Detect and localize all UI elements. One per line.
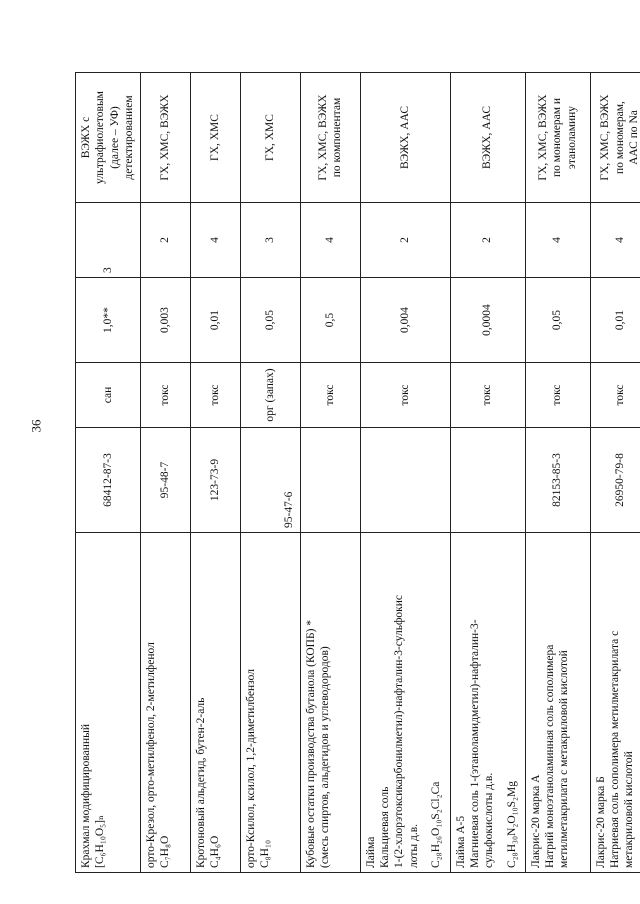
substance-name-cell: [300, 533, 360, 873]
substance-name-line: орто-Крезол, орто-метилфенол, 2-метилфенол: [144, 642, 157, 868]
norm-value-cell: 0,01: [590, 278, 640, 363]
cas-number-cell: 95-48-7: [140, 428, 190, 533]
rotated-table-container: [75, 73, 640, 873]
method-line: по мономерам и: [551, 97, 564, 178]
hazard-class-cell: 4: [190, 203, 240, 278]
substance-name-line: Крахмал модифицированный: [80, 724, 92, 868]
hazard-indicator-cell: токс: [590, 363, 640, 428]
page-number: 36: [28, 419, 44, 433]
table-row: [190, 73, 240, 873]
table-row: [590, 73, 640, 873]
method-line: ГХ, ХМС, ВЭЖХ: [536, 94, 549, 181]
norm-value-cell: 0,5: [300, 278, 360, 363]
analysis-method-cell: [190, 73, 240, 203]
method-line: по компонентам: [331, 97, 343, 178]
hazard-class-cell: 4: [590, 203, 640, 278]
method-line: ГХ, ХМС: [208, 114, 221, 161]
substance-name-line: Натриевая соль сополимера метилметакрилата с: [608, 630, 621, 868]
norm-value-cell: 0,0004: [450, 278, 525, 363]
chemical-formula: C₂₈H₂₆O₁₀S₂Cl₂Ca: [430, 781, 442, 868]
cas-number-cell: [300, 428, 360, 533]
substance-name-line: Кальциевая соль: [378, 786, 391, 868]
cas-number-cell: [360, 428, 450, 533]
analysis-method-cell: [525, 73, 590, 203]
table-row: [300, 73, 360, 873]
cas-number-cell: 123-73-9: [190, 428, 240, 533]
substance-name-line: сульфокислоты д.в.: [483, 772, 496, 868]
hazard-indicator-cell: сан: [76, 363, 141, 428]
norm-value-cell: 0,05: [525, 278, 590, 363]
substance-name-cell: [240, 533, 300, 873]
analysis-method-cell: [450, 73, 525, 203]
substance-name-line: лоты д.в.: [407, 824, 420, 868]
substance-name-cell: [360, 533, 450, 873]
table-row: [76, 73, 141, 873]
hazard-indicator-cell: токс: [525, 363, 590, 428]
method-line: ГХ, ХМС, ВЭЖХ: [158, 94, 171, 181]
hazard-class-cell: 4: [300, 203, 360, 278]
substance-name-line: 1-(2-хлорэтоксикарбонилметил)-нафталин-3-сульфокис: [393, 594, 406, 868]
substance-name-line: Лакрис-20 марка А: [529, 774, 542, 868]
table-row: [140, 73, 190, 873]
substance-name-cell: [590, 533, 640, 873]
analysis-method-cell: [76, 73, 141, 203]
analysis-method-cell: [300, 73, 360, 203]
analysis-method-cell: [240, 73, 300, 203]
chemical-formula: C₇H₈O: [158, 835, 171, 868]
hazard-indicator-cell: токс: [300, 363, 360, 428]
method-line: ГХ, ХМС, ВЭЖХ: [316, 94, 329, 181]
hazard-class-cell: 3: [76, 203, 141, 278]
method-line: этаноламину: [565, 105, 578, 170]
table-row: [525, 73, 590, 873]
substance-name-line: Натрий моноэтаноламинная соль сополимера: [543, 644, 556, 868]
analysis-method-cell: [140, 73, 190, 203]
hazard-indicator-cell: токс: [360, 363, 450, 428]
hazard-class-cell: 2: [450, 203, 525, 278]
method-line: ультрафиолетовым: [94, 91, 107, 184]
method-line: по мономерам,: [613, 101, 626, 174]
analysis-method-cell: [590, 73, 640, 203]
substance-name-line: Лайма: [364, 836, 377, 868]
substance-name-cell: [190, 533, 240, 873]
cas-number-cell: 26950-79-8: [590, 428, 640, 533]
substance-name-line: Лакрис-20 марка Б: [594, 776, 607, 868]
hazard-class-cell: 2: [140, 203, 190, 278]
chemical-formula: [C₆H₁₀O₅]ₙ: [94, 815, 107, 868]
chemical-formula: C₄H₆O: [208, 835, 221, 868]
norm-value-cell: 0,004: [360, 278, 450, 363]
substance-name-cell: [525, 533, 590, 873]
substance-name-line: метакриловой кислотой: [623, 751, 636, 868]
cas-number-cell: [450, 428, 525, 533]
hazard-indicator-cell: орг (запах): [240, 363, 300, 428]
hazard-indicator-cell: токс: [140, 363, 190, 428]
hazard-indicator-cell: токс: [190, 363, 240, 428]
substance-name-line: Кубовые остатки производства бутанола (КОПБ) *: [304, 619, 317, 868]
substance-name-line: Магниевая соль 1-(этаноламидметил)-нафталин-3-: [468, 619, 481, 868]
norm-value-cell: 1,0**: [76, 278, 141, 363]
cas-number-cell: 68412-87-3: [76, 428, 141, 533]
method-line: ААС по Na: [628, 110, 640, 165]
substances-table: [75, 72, 640, 873]
substance-name-line: (смесь спиртов, альдегидов и углеводородов): [318, 646, 331, 868]
method-line: (далее – УФ): [108, 106, 121, 169]
substance-name-cell: [450, 533, 525, 873]
table-row: [360, 73, 450, 873]
substance-name-cell: [140, 533, 190, 873]
hazard-class-cell: 3: [240, 203, 300, 278]
norm-value-cell: 0,05: [240, 278, 300, 363]
cas-number-cell: 82153-85-3: [525, 428, 590, 533]
method-line: ВЭЖХ с: [80, 116, 92, 159]
method-line: ГХ, ХМС: [263, 114, 276, 161]
cas-number-cell: 95-47-6: [240, 428, 300, 533]
norm-value-cell: 0,003: [140, 278, 190, 363]
norm-value-cell: 0,01: [190, 278, 240, 363]
substance-name-cell: [76, 533, 141, 873]
substance-name-line: Лайма А-5: [454, 815, 467, 868]
analysis-method-cell: [360, 73, 450, 203]
hazard-indicator-cell: токс: [450, 363, 525, 428]
hazard-class-cell: 2: [360, 203, 450, 278]
method-line: ВЭЖХ, ААС: [481, 105, 494, 170]
method-line: ВЭЖХ, ААС: [398, 105, 411, 170]
substance-name-line: Кротоновый альдегид, бутен-2-аль: [194, 697, 207, 868]
method-line: ГХ, ХМС, ВЭЖХ: [599, 94, 612, 181]
hazard-class-cell: 4: [525, 203, 590, 278]
table-row: [450, 73, 525, 873]
chemical-formula: C₂₈H₃₀N₂O₁₀S₂Mg: [505, 780, 518, 868]
method-line: детектированием: [123, 95, 136, 180]
chemical-formula: C₈H₁₀: [258, 839, 271, 868]
substance-name-line: орто-Ксилол, ксилол, 1,2-диметилбензол: [244, 669, 257, 868]
substance-name-line: метилметакрилата с метакриловой кислотой: [558, 650, 571, 868]
table-row: [240, 73, 300, 873]
